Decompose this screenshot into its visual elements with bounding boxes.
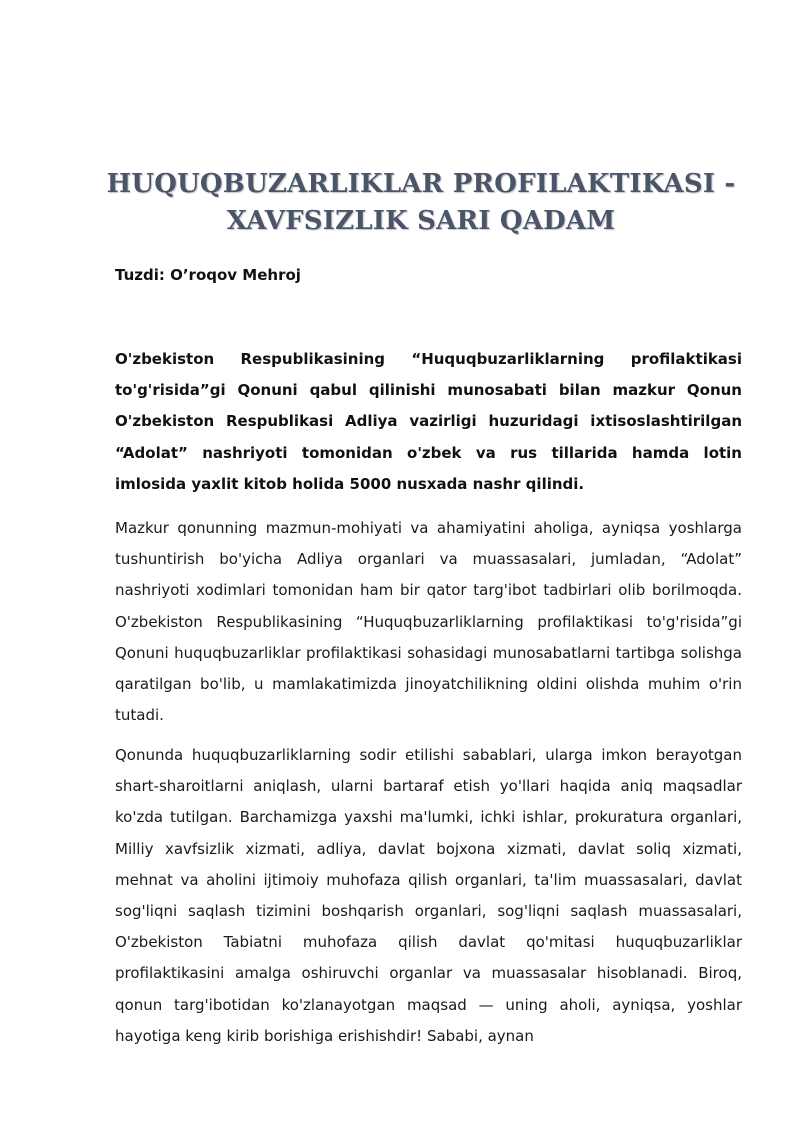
paragraph-body-2: Qonunda huquqbuzarliklarning sodir etilishi sabablari, ularga imkon berayotgan shart-sharoitlarni aniqlash, ularni bartaraf etish yo'llari haqida aniq maqsadlar ko'zda tutilgan. Barchamizga yaxshi ma'lumki, ichki ishlar, prokuratura organlari, Milliy xavfsizlik xizmati, adliya, davlat bojxona xizmati, davlat soliq xizmati, mehnat va aholini ijtimoiy muhofaza qilish organlari, ta'lim muassasalari, davlat sog'liqni saqlash tizimini boshqarish organlari, sog'liqni saqlash muassasalari, O'zbekiston Tabiatni muhofaza qilish davlat qo'mitasi huquqbuzarliklar profilaktikasini amalga oshiruvchi organlar va muassasalar hisoblanadi. Biroq, qonun targ'ibotidan ko'zlanayotgan maqsad — uning aholi, ayniqsa, yoshlar hayotiga keng kirib borishiga erishishdir! Sababi, aynan — [115, 746, 742, 1045]
author-line: Tuzdi: O’roqov Mehroj — [115, 266, 301, 284]
document-title: HUQUQBUZARLIKLAR PROFILAKTIKASI - XAVFSIZLIK SARI QADAM — [106, 169, 736, 236]
paragraph-body-1: Mazkur qonunning mazmun-mohiyati va ahamiyatini aholiga, ayniqsa yoshlarga tushuntirish bo'yicha Adliya organlari va muassasalari, jumladan, “Adolat” nashriyoti xodimlari tomonidan ham bir qator targ'ibot tadbirlari olib borilmoqda. O'zbekiston Respublikasining “Huquqbuzarliklarning profilaktikasi to'g'risida”gi Qonuni huquqbuzarliklar profilaktikasi sohasidagi munosabatlarni tartibga solishga qaratilgan bo'lib, u mamlakatimizda jinoyatchilikning oldini olishda muhim o'rin tutadi. — [115, 519, 742, 725]
paragraph-intro: O'zbekiston Respublikasining “Huquqbuzarliklarning profilaktikasi to'g'risida”gi Qonuni qabul qilinishi munosabati bilan mazkur Qonun O'zbekiston Respublikasi Adliya vazirligi huzuridagi ixtisoslashtirilgan “Adolat” nashriyoti tomonidan o'zbek va rus tillarida hamda lotin imlosida yaxlit kitob holida 5000 nusxada nashr qilindi. — [115, 350, 742, 493]
